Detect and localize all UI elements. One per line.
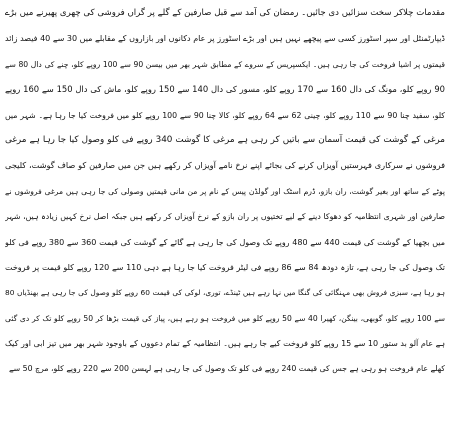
article-line-15: کھلے عام فروخت ہو رہی ہے جس کی قیمت 240 روپے فی کلو تک وصول کی جا رہی ہے لہسن 200 سے 220 روپے کلو، مرچ 50 سے — [9, 364, 445, 374]
article-line-5: کلو، سفید چنا 90 سے 110 روپے کلو، چینی 62 سے 64 روپے کلو، کالا چنا 90 سے 100 روپے کلو میں فروخت کیا جا رہا ہے۔ شہر میں — [5, 110, 445, 120]
article-line-8: پوٹے کے ساتھ اور بغیر گوشت، ران بازو، ڈرم اسٹک اور گولڈن پیس کے نام پر من مانی قیمتیں وصولی کی جا رہی ہیں مرغی فروشوں نے — [5, 186, 445, 196]
article-line-14: ہے عام آلو بد ستور 10 سے 15 روپے کلو فروخت کیے جا رہے ہیں۔ انتظامیہ کے تمام دعووں کے باوجود شہر بھر میں تیز ابی اور کیک — [5, 339, 445, 349]
article-line-6: مرغی کے گوشت کی قیمت آسمان سے باتیں کر رہی ہے مرغی کا گوشت 340 روپے فی کلو وصول کیا جا رہا ہے مرغی — [5, 134, 445, 145]
article-line-1: مقدمات چلاکر سخت سزائیں دی جائیں۔ رمضان کی آمد سے قبل صارفین کے گلے پر گراں فروشی کی چھری پھیرنے میں بڑے — [5, 8, 445, 18]
article-line-4: 90 روپے کلو، مونگ کی دال 160 سے 170 روپے کلو، مسور کی دال 140 سے 150 روپے کلو، ماش کی دال 150 سے 160 روپے — [5, 84, 445, 95]
article-line-9: صارفین اور شہری انتظامیہ کو دھوکا دینے کے لیے تختیوں پر ران بازو کے نرخ آویزاں کر رکھے ہیں جبکہ اصل نرخ کہیں زیادہ ہیں، شہر — [5, 212, 445, 222]
article-line-11: تک وصول کی جا رہی ہے، تازہ دودھ 84 سے 86 روپے فی لیٹر فروخت کیا جا رہا ہے دہی 110 سے 120 روپے کلو قیمت پر فروخت — [5, 262, 445, 272]
article-line-2: ڈیپارٹمنٹل اور سپر اسٹورز کسی سے پیچھے نہیں ہیں اور بڑے اسٹورز پر عام دکانوں اور بازاروں کے مقابلے میں 30 سے 40 فیصد زائد — [5, 34, 445, 44]
article-line-10: میں بچھیا کے گوشت کی قیمت 440 سے 480 روپے تک وصول کی جا رہی ہے گائے کے گوشت کی قیمت 360 سے 380 روپے فی کلو — [5, 237, 445, 247]
article-line-7: فروشوں نے سرکاری فہرستیں آویزاں کرنے کی بجائے اپنے نرخ نامے آویزاں کر رکھے ہیں جن میں صارفین کو صاف گوشت، کلیجی — [5, 160, 445, 171]
article-line-12: ہو رہا ہے، سبزی فروش بھی مہنگائی کی گنگا میں نہا رہے ہیں ٹینڈے، توری، لوکی کی قیمت 60 روپے کلو وصول کی جا رہی ہے بھنڈیاں 80 — [5, 288, 445, 298]
article-line-3: قیمتوں پر اشیا فروخت کی جا رہی ہیں۔ ایکسپریس کے سروے کے مطابق شہر بھر میں بیسن 90 سے 100 روپے کلو، چنے کی دال 80 سے — [5, 59, 445, 69]
article-line-13: سے 100 روپے کلو، گوبھی، بینگن، کھیرا 40 سے 50 روپے کلو میں فروخت ہو رہے ہیں، پیاز کی قیمت بڑھا کر 50 روپے کلو تک کر دی گئی — [5, 313, 445, 323]
